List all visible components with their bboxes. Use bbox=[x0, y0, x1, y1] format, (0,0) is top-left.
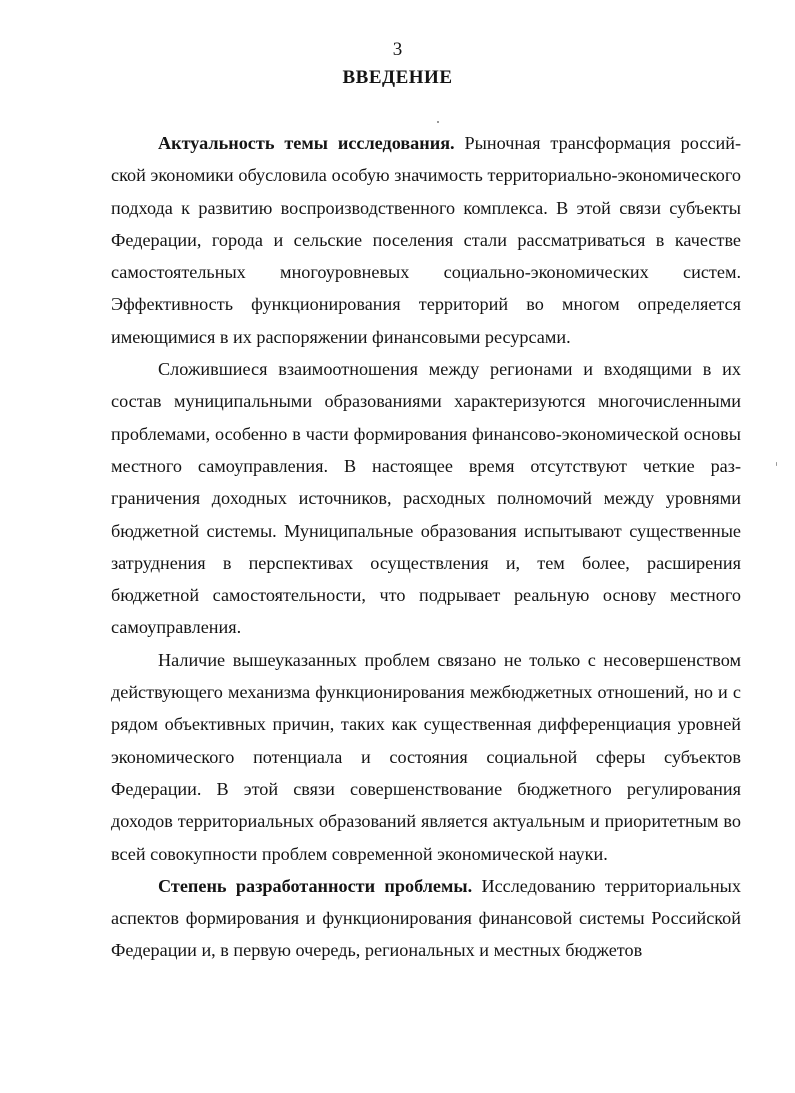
scan-speck bbox=[776, 462, 777, 466]
page-number: 3 bbox=[392, 39, 403, 60]
page-title: ВВЕДЕНИЕ bbox=[342, 67, 453, 88]
body-text bbox=[111, 127, 741, 967]
paragraph-lead: Актуальность темы исследования. bbox=[158, 133, 455, 153]
paragraph-relations bbox=[111, 353, 741, 644]
scan-speck bbox=[437, 121, 439, 123]
paragraph-relevance bbox=[111, 127, 741, 353]
paragraph-text: Сложившиеся взаимоотношения между регионами и входящими в их состав муниципальными образованиями характеризуются многочисленными проблемами, особенно в части формирования финансово-экономической основы местного самоуправления. В настоящее время отсутствуют четкие разграничения доходных источников, расходных полномочий между уровнями бюджетной системы. Муниципальные образования испытывают существенные затруднения в перспективах осуществления и, тем более, расширения бюджетной самостоятельности, что подрывает реальную основу местного самоуправления. bbox=[111, 359, 741, 638]
paragraph-text: Исследованию территориальных аспектов формирования и функционирования финансовой системы Российской Федерации и, в первую очередь, региональных и местных бюджетов bbox=[111, 875, 741, 961]
paragraph-text: Наличие вышеуказанных проблем связано не только с несовершенством действующего механизма функционирования межбюджетных отношений, но и с рядом объективных причин, таких как существенная дифференциация уровней экономического потенциала и состояния социальной сферы субъектов Федерации. В этой связи совершенствование бюджетного регулирования доходов территориальных образований является актуальным и приоритетным во всей совокупности проблем современной экономической науки. bbox=[111, 649, 741, 864]
paragraph-text: Рыночная трансформация российской экономики обусловила особую значимость территориально-экономического подхода к развитию воспроизводственного комплекса. В этой связи субъекты Федерации, города и сельские поселения стали рассматриваться в качестве самостоятельных многоуровневых социально-экономических систем. Эффективность функционирования территорий во многом определяется имеющимися в их распоряжении финансовыми ресурсами. bbox=[111, 133, 741, 347]
paragraph-development bbox=[111, 870, 741, 967]
paragraph-problems bbox=[111, 644, 741, 870]
paragraph-lead: Степень разработанности проблемы. bbox=[158, 875, 473, 896]
